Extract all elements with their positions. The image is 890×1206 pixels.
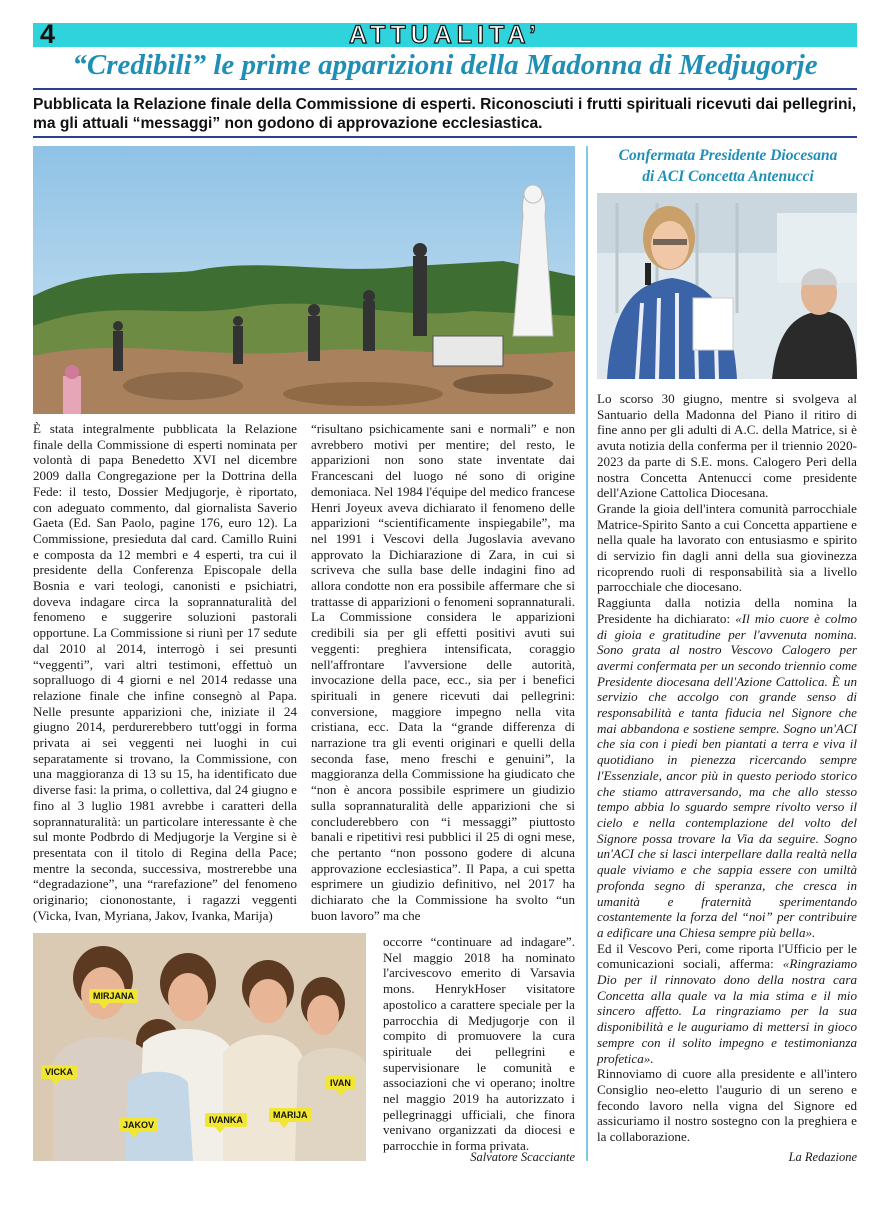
article-column-2-tail: [383, 934, 575, 1154]
photo-label: IVAN: [326, 1076, 355, 1090]
photo-label: MARIJA: [269, 1108, 312, 1122]
sidebar-byline: La Redazione: [788, 1150, 857, 1164]
sidebar-paragraph: Grande la gioia dell'intera comunità parrocchiale Matrice-Spirito Santo a cui Concetta appartiene e nella quale ha lavorato con entusiasmo e spirito di servizio fin dagli anni della sua giovinezza ricoprendo ruoli di responsabilità sia a livello parrocchiale che diocesano.: [597, 500, 857, 595]
divider: [33, 136, 857, 138]
pilgrims-photo: [33, 146, 575, 414]
column-divider: [586, 146, 588, 1161]
sidebar-quote: «Il mio cuore è colmo di gioia e gratitudine per l'avvenuta nomina. Sono grata al nostro Vescovo Calogero per avermi confermata per un secondo triennio come Presidente diocesana dell'Azione Cattolica. È un servizio che accolgo con grande senso di responsabilità e tanta fiducia nel Signore che mai abbandona e sostiene sempre. Sogno un'ACI che sia con i piedi ben piantati a terra e viva il quotidiano in pienezza ricercando sempre l'Essenziale, ancor più in questo periodo storico che stiamo attraversando, ma che allo stesso tempo abbia lo sguardo sempre rivolto verso il cielo e nella contemplazione del volto del Signore possa trovare la Via da seguire. Sogno un'ACI che si lasci interpellare dalla realtà nella quale viviamo e che sappia essere con umiltà profonda segno di speranza, che cresca in umanità e fraternità sperimentando costantemente la forza del “noi” per contribuire a edificare una Chiesa sempre più bella».: [597, 610, 857, 940]
president-photo: [597, 193, 857, 379]
photo-label: VICKA: [41, 1065, 77, 1079]
sidebar-paragraph: Lo scorso 30 giugno, mentre si svolgeva al Santuario della Madonna del Piano il ritiro di fine anno per gli adulti di A.C. della Matrice, si è avuta notizia della conferma per il triennio 2020-2023 da parte di S.E. mons. Calogero Peri della nostra Concetta Antenucci come presidente dell'Azione Cattolica Diocesana.: [597, 391, 857, 501]
photo-label: IVANKA: [205, 1113, 247, 1127]
photo-label: MIRJANA: [89, 989, 138, 1003]
article-text: “risultano psichicamente sani e normali” e non avrebbero motivi per mentire; del resto, le apparizioni non sono state inventate dai Francescani del luogo né sono di origine demoniaca. Nel 1984 l'équipe del medico francese Henri Joyeux aveva dichiarato il fenomeno delle apparizioni “scientificamente inspiegabile”, ma nel 1991 i Vescovi della Jugoslavia avevano approvato la Dichiarazione di Zara, in cui si scriveva che sulla base delle indagini fino ad allora condotte non era possibile affermare che si trattasse di apparizioni o fenomeni soprannaturali. La Commissione considera le apparizioni credibili sia per gli effetti positivi avuti sui veggenti: preghiera intensificata, coraggio nell'affrontare l'avversione delle autorità, invocazione della pace, ecc., sia per i benefici spirituali in genere ricevuti dai pellegrini: conversione, maggiore impegno nella vita cristiana, ecc. Data la “grande differenza di narrazione tra gli eventi originari e quelli della seconda fase, meno freschi e genuini”, la maggioranza della Commissione ha giudicato che “non è ancora possibile esprimere un giudizio sulla soprannaturalità delle apparizioni che si concluderebbero con “i messaggi” piuttosto banali e ripetitivi resi pubblici il 25 di ogni mese, che pertanto “non possono godere di alcuna approvazione ecclesiastica”. Il Papa, a cui spetta esprimere un giudizio definitivo, nel 2017 ha dichiarato che la Commissione ha svolto “un buon lavoro” ma che: [311, 421, 575, 923]
sidebar-title: [594, 145, 862, 187]
sidebar-text: Raggiunta dalla notizia della nomina la Presidente ha dichiarato:: [597, 595, 857, 626]
headline: “Credibili” le prime apparizioni della Madonna di Medjugorje: [72, 49, 818, 81]
seers-photo: [33, 933, 366, 1161]
sidebar-text: Ed il Vescovo Peri, come riporta l'Ufficio per le comunicazioni sociali, afferma:: [597, 940, 857, 972]
sidebar-title-line: di ACI Concetta Antenucci: [642, 168, 814, 185]
article-text: È stata integralmente pubblicata la Relazione finale della Commissione di esperti nominata per volontà di papa Benedetto XVI nel dicembre 2009 dalla Congregazione per la Dottrina della Fede: il testo, Dossier Medjugorje, è riportato, con adeguato commento, dal giornalista Saverio Gaeta (Ed. San Paolo, pagine 176, euro 12). La Commissione, presieduta dal card. Camillo Ruini e composta da 12 membri e 4 esperti, tra cui il presidente della Conferenza Episcopale della Bosnia e vari teologi, canonisti e psichiatri, doveva indagare circa la soprannaturalità del fenomeno e suggerire soluzioni pastorali opportune. La Commissione si riunì per 17 sedute dal 2010 al 2014, interrogò i sei presunti “veggenti”, vari altri testimoni, effettuò un sopralluogo di 4 giorni e nel 2014 redasse una relazione finale che infine consegnò al Papa. Nelle presunte apparizioni che, iniziate il 24 giugno 2014, perdurerebbero tutt'oggi in forma privata ai sei veggenti nei luoghi in cui separatamente si trovano, la Commissione, con una maggioranza di 13 su 15, ha identificato due diverse fasi: la prima, o collettiva, dal 24 giugno e fino al 3 luglio 1981 avrebbe i caratteri della soprannaturalità: un particolare interessante è che sul monte Podbrdo di Medjugorje la Vergine si è presentata con il titolo di Regina della Pace; mentre la seconda, successiva, mostrerebbe una “degradazione”, una “rarefazione” del fenomeno originario; ciononostante, i ragazzi veggenti (Vicka, Ivan, Myriana, Jakov, Ivanka, Marija): [33, 421, 297, 923]
sidebar-paragraph: [597, 595, 857, 940]
article-column-2: [311, 421, 575, 924]
sidebar-paragraph: [597, 941, 857, 1067]
sidebar-paragraph: Rinnoviamo di cuore alla presidente e all'intero Consiglio neo-eletto l'augurio di un sereno e fecondo lavoro nella vigna del Signore ed assicuriamo il nostro sostegno con la preghiera e la collaborazione.: [597, 1066, 857, 1145]
sidebar-article: [597, 391, 857, 1145]
sidebar-title-line: Confermata Presidente Diocesana: [618, 147, 838, 164]
page-number: 4: [40, 19, 56, 49]
section-title: ATTUALITA’: [348, 21, 542, 49]
divider: [33, 88, 857, 90]
article-text: occorre “continuare ad indagare”. Nel maggio 2018 ha nominato l'arcivescovo emerito di Varsavia mons. HenrykHoser visitatore apostolico a carattere speciale per la parrocchia di Medjugorje con il compito di promuovere la cura spirituale dei pellegrini e supervisionare le comunità e associazioni che vi operano; inoltre nel maggio 2019 ha autorizzato i pellegrinaggi ufficiali, che finora venivano organizzati da diocesi e parrocchie in forma privata.: [383, 934, 575, 1154]
article-byline: Salvatore Scacciante: [470, 1150, 575, 1164]
photo-label: JAKOV: [119, 1118, 158, 1132]
sidebar-quote: «Ringraziamo Dio per il rinnovato dono della nostra cara Concetta alla quale va la mia stima e il mio sincero affetto. La ringraziamo per la sua disponibilità e le auguriamo di mettersi in gioco sempre con il solito impegno e testimonianza profetica».: [597, 956, 857, 1066]
article-column-1: [33, 421, 297, 924]
subhead: Pubblicata la Relazione finale della Commissione di esperti. Riconosciuti i frutti spirituali ricevuti dai pellegrini, ma gli attuali “messaggi” non godono di approvazione ecclesiastica.: [33, 96, 857, 132]
